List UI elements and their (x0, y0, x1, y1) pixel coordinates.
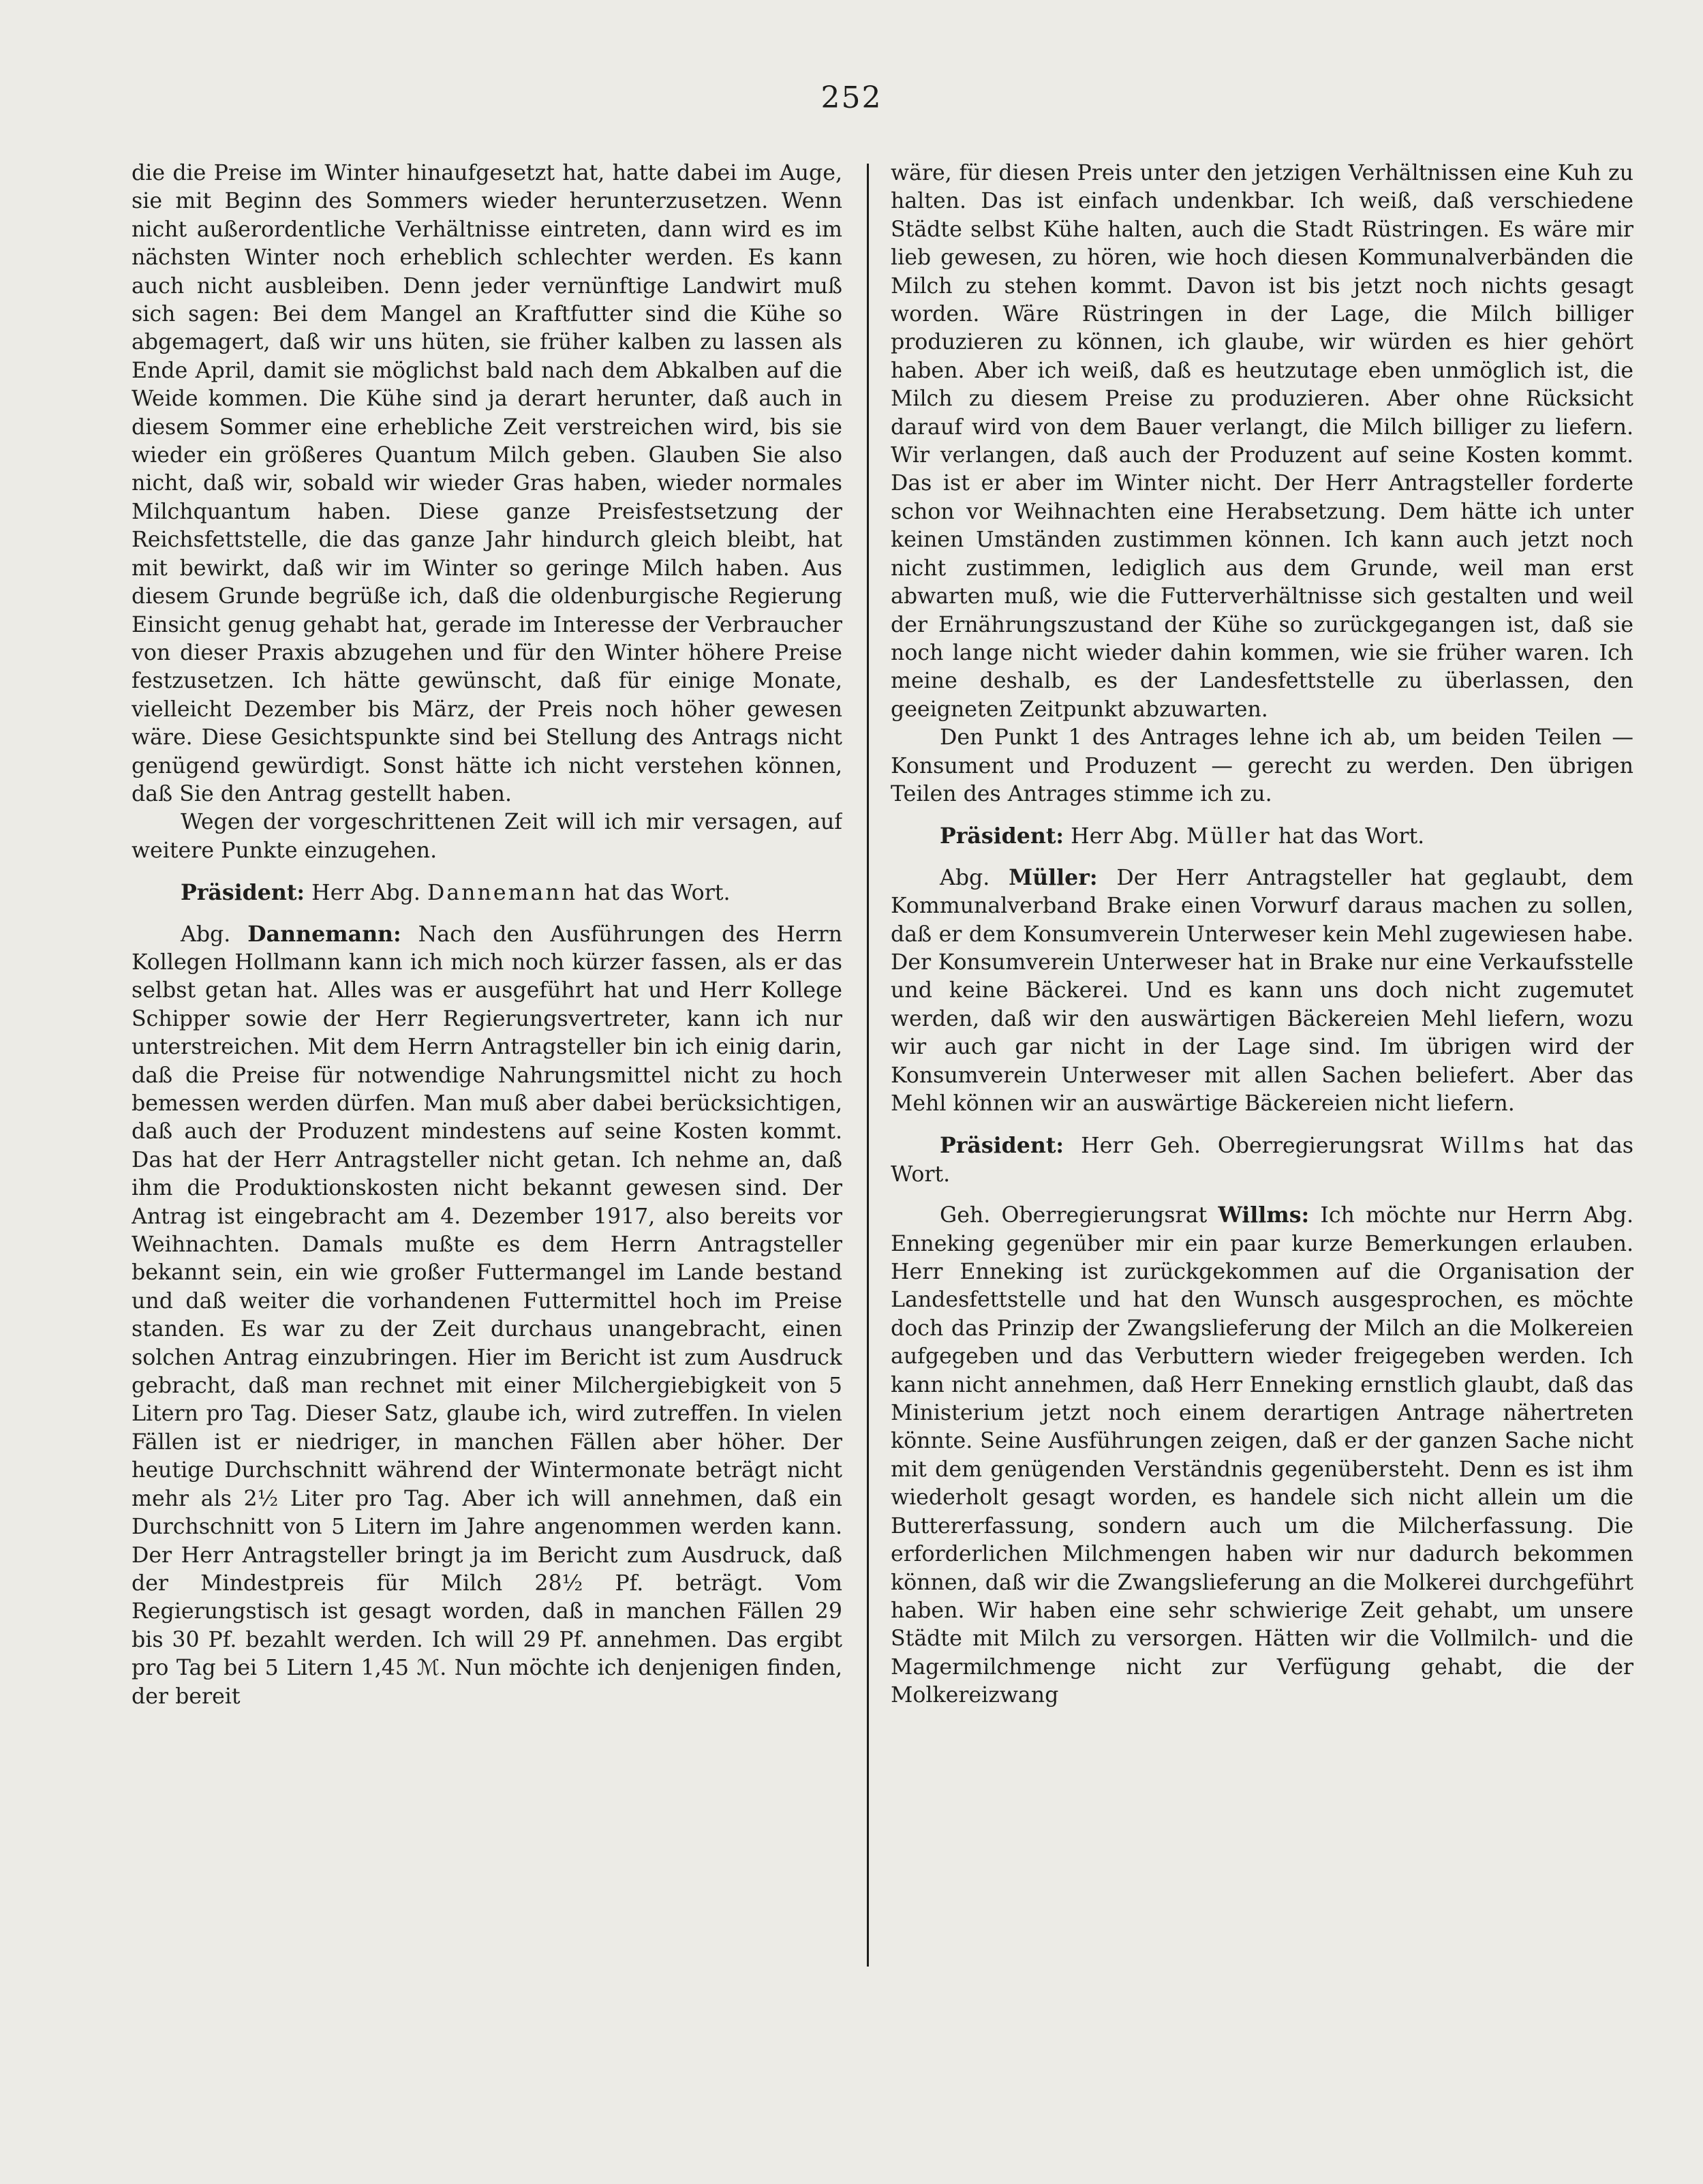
paragraph: die die Preise im Winter hinaufgesetzt hat, hatte dabei im Auge, sie mit Beginn des Sommers wieder herunterzusetzen. Wenn nicht außerordentliche Verhältnisse eintreten, dann wird es im nächsten Winter noch erheblich schlechter werden. Es kann auch nicht ausbleiben. Denn jeder vernünftige Landwirt muß sich sagen: Bei dem Mangel an Kraftfutter sind die Kühe so abgemagert, daß wir uns hüten, sie früher kalben zu lassen als Ende April, damit sie möglichst bald nach dem Abkalben auf die Weide kommen. Die Kühe sind ja derart herunter, daß auch in diesem Sommer eine erhebliche Zeit verstreichen wird, bis sie wieder ein größeres Quantum Milch geben. Glauben Sie also nicht, daß wir, sobald wir wieder Gras haben, wieder normales Milchquantum haben. Diese ganze Preisfestsetzung der Reichsfettstelle, die das ganze Jahr hindurch gleich bleibt, hat mit bewirkt, daß wir im Winter so geringe Milch haben. Aus diesem Grunde begrüße ich, daß die oldenburgische Regierung Einsicht genug gehabt hat, gerade im Interesse der Verbraucher von dieser Praxis abzugehen und für den Winter höhere Preise festzusetzen. Ich hätte gewünscht, daß für einige Monate, vielleicht Dezember bis März, der Preis noch höher gewesen wäre. Diese Gesichtspunkte sind bei Stellung des Antrags nicht genügend gewürdigt. Sonst hätte ich nicht verstehen können, daß Sie den Antrag gestellt haben. (132, 161, 842, 806)
speaker-role: Präsident: (181, 880, 305, 906)
paragraph: Wegen der vorgeschrittenen Zeit will ich mir versagen, auf weitere Punkte einzugehen. (132, 810, 842, 863)
chair-statement: Präsident: Herr Abg. Müller hat das Wort. (940, 823, 1425, 849)
left-column (132, 160, 842, 2136)
speaker-name: Dannemann: (247, 921, 401, 947)
speech: Abg. Müller: Der Herr Antragsteller hat geglaubt, dem Kommunalverband Brake einen Vorwurf daraus machen zu sollen, daß er dem Konsumverein Unterweser kein Mehl zugewiesen habe. Der Konsumverein Unterweser hat in Brake nur eine Verkaufsstelle und keine Bäckerei. Und es kann uns doch nicht zugemutet werden, daß wir den auswärtigen Bäckereien Mehl liefern, wozu wir auch gar nicht in der Lage sind. Im übrigen wird der Konsumverein Unterweser mit allen Sachen beliefert. Aber das Mehl können wir an auswärtige Bäckereien nicht liefern. (891, 864, 1633, 1116)
speaker-name: Müller (1186, 824, 1272, 849)
speaker-role: Präsident: (940, 1133, 1064, 1159)
speaker-role: Präsident: (940, 823, 1064, 849)
chair-statement: Präsident: Herr Geh. Oberregierungsrat Willms hat das Wort. (891, 1133, 1633, 1187)
paragraph: Den Punkt 1 des Antrages lehne ich ab, um beiden Teilen — Konsument und Produzent — gerecht zu werden. Den übrigen Teilen des Antrages stimme ich zu. (891, 725, 1633, 806)
page-number: 252 (820, 80, 883, 115)
speaker-name: Willms (1440, 1134, 1526, 1159)
speech: Abg. Dannemann: Nach den Ausführungen des Herrn Kollegen Hollmann kann ich mich noch kürzer fassen, als er das selbst getan hat. Alles was er ausgeführt hat und Herr Kollege Schipper sowie der Herr Regierungsvertreter, kann ich nur unterstreichen. Mit dem Herrn Antragsteller bin ich einig darin, daß die Preise für notwendige Nahrungsmittel nicht zu hoch bemessen werden dürfen. Man muß aber dabei berücksichtigen, daß auch der Produzent mindestens auf seine Kosten kommt. Das hat der Herr Antragsteller nicht getan. Ich nehme an, daß ihm die Produktionskosten nicht bekannt gewesen sind. Der Antrag ist eingebracht am 4. Dezember 1917, also bereits vor Weihnachten. Damals mußte es dem Herrn Antragsteller bekannt sein, ein wie großer Futtermangel im Lande bestand und daß weiter die vorhandenen Futtermittel hoch im Preise standen. Es war zu der Zeit durchaus unangebracht, einen solchen Antrag einzubringen. Hier im Bericht ist zum Ausdruck gebracht, daß man rechnet mit einer Milchergiebigkeit von 5 Litern pro Tag. Dieser Satz, glaube ich, wird zutreffen. In vielen Fällen ist er niedriger, in manchen Fällen aber höher. Der heutige Durchschnitt während der Wintermonate beträgt nicht mehr als 2½ Liter pro Tag. Aber ich will annehmen, daß ein Durchschnitt von 5 Litern im Jahre angenommen werden kann. Der Herr Antragsteller bringt ja im Bericht zum Ausdruck, daß der Mindestpreis für Milch 28½ Pf. beträgt. Vom Regierungstisch ist gesagt worden, daß in manchen Fällen 29 bis 30 Pf. bezahlt werden. Ich will 29 Pf. annehmen. Das ergibt pro Tag bei 5 Litern 1,45 ℳ. Nun möchte ich denjenigen finden, der bereit (132, 921, 842, 1709)
right-column (891, 160, 1633, 2136)
column-divider (867, 164, 869, 1967)
paragraph: wäre, für diesen Preis unter den jetzigen Verhältnissen eine Kuh zu halten. Das ist einfach undenkbar. Ich weiß, daß verschiedene Städte selbst Kühe halten, auch die Stadt Rüstringen. Es wäre mir lieb gewesen, zu hören, wie hoch diesen Kommunalverbänden die Milch zu stehen kommt. Davon ist bis jetzt noch nichts gesagt worden. Wäre Rüstringen in der Lage, die Milch billiger produzieren zu können, ich glaube, wir würden es hier gehört haben. Aber ich weiß, daß es heutzutage eben unmöglich ist, die Milch zu diesem Preise zu produzieren. Aber ohne Rücksicht darauf wird von dem Bauer verlangt, die Milch billiger zu liefern. Wir verlangen, daß auch der Produzent auf seine Kosten kommt. Das ist er aber im Winter nicht. Der Herr Antragsteller forderte schon vor Weihnachten eine Herabsetzung. Dem hätte ich unter keinen Umständen zustimmen können. Ich kann auch jetzt noch nicht zustimmen, lediglich aus dem Grunde, weil man erst abwarten muß, wie die Futterverhältnisse sich gestalten und weil der Ernährungszustand der Kühe so zurückgegangen ist, daß sie noch lange nicht wieder dahin kommen, wie sie früher waren. Ich meine deshalb, es der Landesfettstelle zu überlassen, den geeigneten Zeitpunkt abzuwarten. (891, 161, 1633, 722)
speaker-name: Dannemann (427, 881, 578, 906)
speaker-name: Willms: (1218, 1202, 1310, 1228)
chair-statement: Präsident: Herr Abg. Dannemann hat das Wort. (181, 880, 731, 906)
speaker-name: Müller: (1009, 864, 1098, 890)
speech: Geh. Oberregierungsrat Willms: Ich möchte nur Herrn Abg. Enneking gegenüber mir ein paar kurze Bemerkungen erlauben. Herr Enneking ist zurückgekommen auf die Organisation der Landesfettstelle und hat den Wunsch ausgesprochen, es möchte doch das Prinzip der Zwangslieferung der Milch an die Molkereien aufgegeben und das Verbuttern wieder freigegeben werden. Ich kann nicht annehmen, daß Herr Enneking ernstlich glaubt, daß das Ministerium jetzt noch einem derartigen Antrage nähertreten könnte. Seine Ausführungen zeigen, daß er der ganzen Sache nicht mit dem genügenden Verständnis gegenübersteht. Denn es ist ihm wiederholt gesagt worden, es handele sich nicht allein um die Buttererfassung, sondern auch um die Milcherfassung. Die erforderlichen Milchmengen haben wir nur dadurch bekommen können, daß wir die Zwangslieferung an die Molkerei durchgeführt haben. Wir haben eine sehr schwierige Zeit gehabt, um unsere Städte mit Milch zu versorgen. Hätten wir die Vollmilch- und die Magermilchmenge nicht zur Verfügung gehabt, die der Molkereizwang (891, 1202, 1633, 1708)
